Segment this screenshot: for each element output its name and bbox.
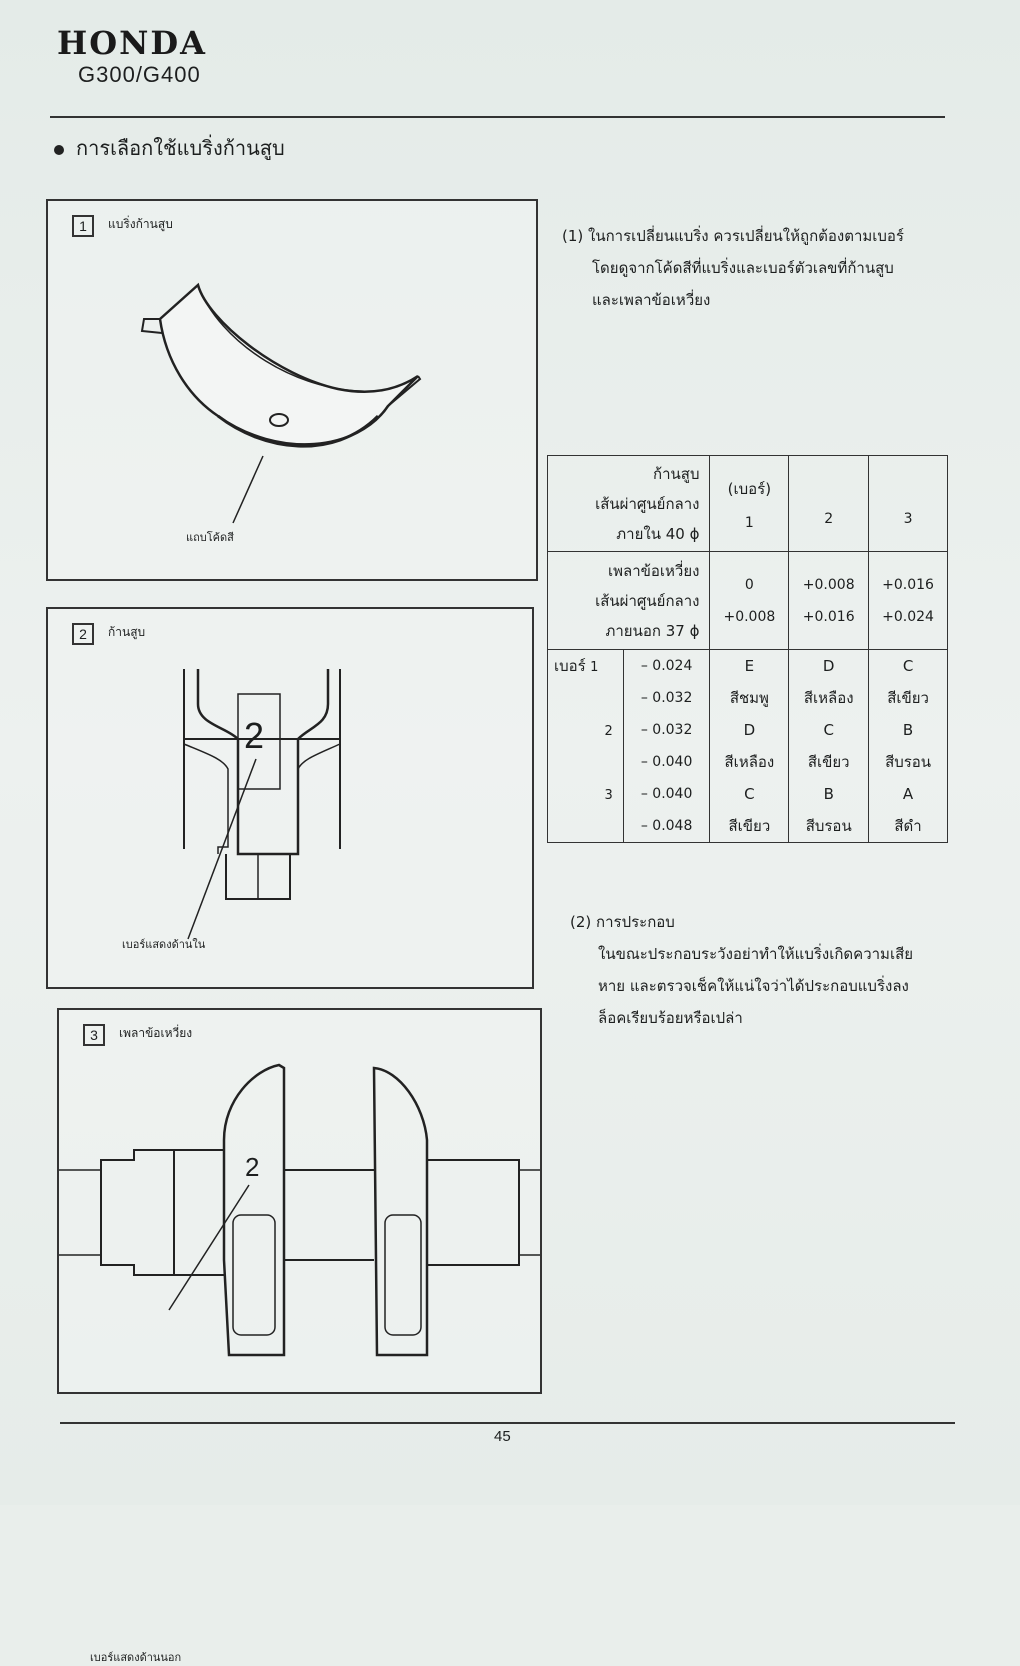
figure-label: แถบโค้ดสี: [186, 531, 234, 544]
page-number: 45: [494, 1428, 511, 1445]
rod-number-mark: 2: [244, 715, 265, 756]
crankshaft-drawing: [59, 1010, 540, 1392]
model-name: G300/G400: [78, 62, 201, 87]
figure-bearing: [46, 199, 538, 581]
paragraph-line: ล็อคเรียบร้อยหรือเปล่า: [598, 1009, 743, 1027]
rod-number-cell: 3: [869, 456, 948, 552]
figure-label-visible: เบอร์แสดงด้านนอก: [90, 1651, 182, 1664]
rod-number-cell: 2: [789, 456, 869, 552]
clearance-cell: +0.016 +0.024: [869, 552, 948, 650]
color-code-col: C สีเขียว B สีบรอน A สีดำ: [869, 650, 948, 843]
figure-connecting-rod: [46, 607, 534, 989]
tolerance-col: – 0.024 – 0.032 – 0.032 – 0.040 – 0.040 – 0.048: [623, 650, 710, 843]
figure-caption: เพลาข้อเหวี่ยง: [119, 1026, 193, 1040]
figure-number: 3: [83, 1024, 105, 1046]
rod-header-cell: ก้านสูบ เส้นผ่าศูนย์กลาง ภายใน 40 ϕ: [548, 456, 710, 552]
rod-drawing: [48, 609, 532, 987]
clearance-cell: 0 +0.008: [710, 552, 789, 650]
footer-rule: [60, 1422, 955, 1424]
bearing-selection-table: [547, 455, 948, 843]
paragraph-assembly: [570, 906, 913, 1034]
paragraph-heading: (2) การประกอบ: [570, 913, 675, 931]
paragraph-line: หาย และตรวจเช็คให้แน่ใจว่าได้ประกอบแบริ่งลง: [598, 977, 909, 995]
brand-logo: HONDA: [57, 24, 207, 62]
paragraph-line: (1) ในการเปลี่ยนแบริ่ง ควรเปลี่ยนให้ถูกต้องตามเบอร์: [562, 227, 904, 245]
figure-number: 1: [72, 215, 94, 237]
bullet-icon: [54, 145, 64, 155]
figure-label: เบอร์แสดงด้านใน: [122, 938, 206, 951]
crank-number-col: เบอร์ 1 2 3: [548, 650, 624, 843]
paragraph-replacement: [562, 220, 904, 316]
clearance-cell: +0.008 +0.016: [789, 552, 869, 650]
paragraph-line: โดยดูจากโค้ดสีที่แบริ่งและเบอร์ตัวเลขที่ก้านสูบ: [592, 259, 894, 277]
bearing-drawing: [48, 201, 536, 579]
section-title-text: การเลือกใช้แบริ่งก้านสูบ: [76, 136, 285, 160]
paragraph-line: ในขณะประกอบระวังอย่าทำให้แบริ่งเกิดความเสีย: [598, 945, 914, 963]
color-code-col: D สีเหลือง C สีเขียว B สีบรอน: [789, 650, 869, 843]
crank-header-cell: เพลาข้อเหวี่ยง เส้นผ่าศูนย์กลาง ภายนอก 37 ϕ: [548, 552, 710, 650]
header-rule: [50, 116, 945, 118]
crank-number-mark: 2: [245, 1152, 260, 1182]
paragraph-line: และเพลาข้อเหวี่ยง: [592, 291, 711, 309]
color-code-col: E สีชมพู D สีเหลือง C สีเขียว: [710, 650, 789, 843]
figure-caption: ก้านสูบ: [108, 625, 146, 639]
rod-number-cell: (เบอร์) 1: [710, 456, 789, 552]
figure-number: 2: [72, 623, 94, 645]
figure-caption: แบริ่งก้านสูบ: [108, 217, 173, 231]
section-title: [54, 132, 285, 164]
